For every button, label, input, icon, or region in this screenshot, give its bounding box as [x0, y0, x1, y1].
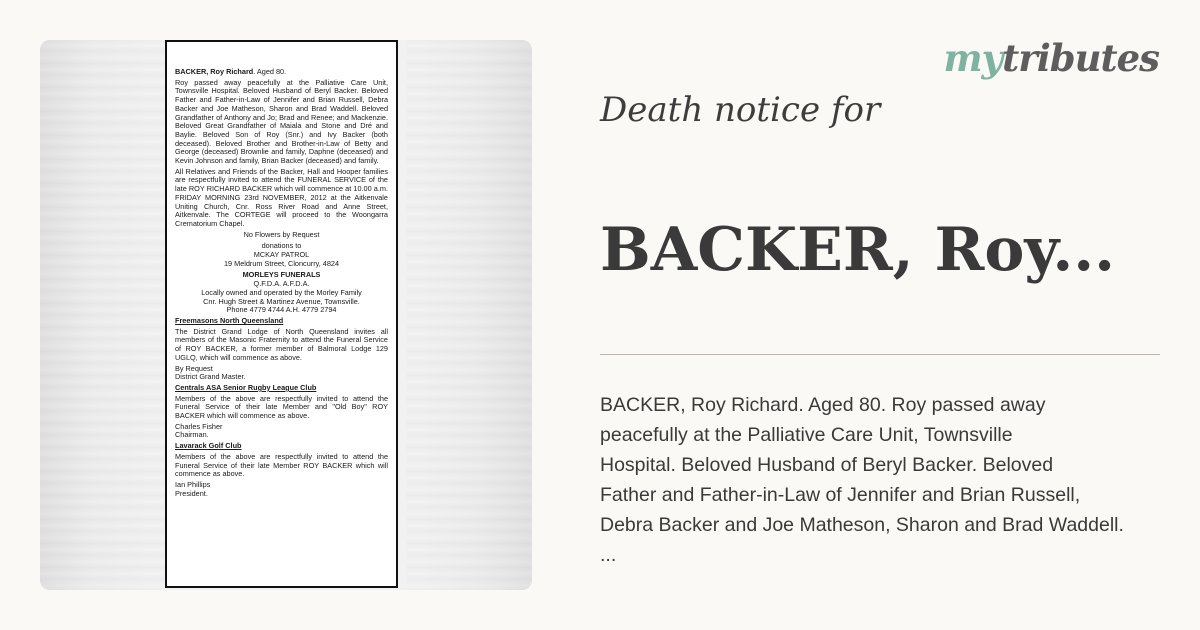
- clipping-section-golf-body: Members of the above are respectfully invited to attend the Funeral Service of their late Member ROY BACKER which will commence as above.: [175, 451, 388, 479]
- clipping-paragraph-1: Roy passed away peacefully at the Palliative Care Unit, Townsville Hospital. Beloved Husband of Beryl Backer. Beloved Father and Father-in-Law of Jennifer and Brian Russell, Debra Backer and Joe Matheson, Sharon and Brad Waddell. Beloved Grandfather of Anthony and Jo; Brad and Renee; and Mackenzie. Beloved Great Grandfather of Maiala and Stone and Dré and Baylie. Beloved Son of Roy (Snr.) and Ivy Backer (both deceased). Beloved Brother and Brother-in-Law of Betty and George (deceased) Brownlie and family, Daphne (deceased) and Kevin Johnson and family, Brian Backer (deceased) and family.: [175, 77, 388, 166]
- logo-tributes: tributes: [1002, 36, 1159, 80]
- notice-image: [40, 40, 532, 590]
- clipping-address: Cnr. Hugh Street & Martinez Avenue, Townsville.: [203, 296, 360, 306]
- clipping-section-golf-role: President.: [175, 488, 208, 498]
- image-blur-right: [407, 40, 532, 590]
- clipping-donation-address: 19 Meldrum Street, Cloncurry, 4824: [223, 258, 340, 268]
- clipping-qfda: Q.F.D.A. A.F.D.A.: [253, 279, 310, 289]
- clipping-operated: Locally owned and operated by the Morley Family: [201, 287, 362, 297]
- clipping-phone: Phone 4779 4744 A.H. 4779 2794: [226, 305, 337, 315]
- newspaper-clipping: [165, 40, 398, 588]
- page-kicker: Death notice for: [600, 90, 881, 130]
- clipping-section-freemasons-by: By Request: [175, 363, 213, 373]
- clipping-section-golf-heading: Lavarack Golf Club: [175, 441, 242, 451]
- clipping-no-flowers: No Flowers by Request: [243, 229, 320, 239]
- clipping-funeral-company: MORLEYS FUNERALS: [242, 270, 321, 280]
- notice-excerpt: BACKER, Roy Richard. Aged 80. Roy passed away peacefully at the Palliative Care Unit, Townsville Hospital. Beloved Husband of Beryl Backer. Beloved Father and Father-in-Law of Jennifer and Brian Russell, Debra Backer and Joe Matheson, Sharon and Brad Waddell. ...: [600, 394, 1124, 566]
- mytributes-logo: [943, 36, 1159, 80]
- clipping-section-freemasons-heading: Freemasons North Queensland: [175, 315, 284, 325]
- clipping-section-rugby-heading: Centrals ASA Senior Rugby League Club: [175, 382, 317, 392]
- clipping-section-freemasons-body: The District Grand Lodge of North Queensland invites all members of the Masonic Fraternity to attend the Funeral Service of ROY BACKER, a former member of Balmoral Lodge 129 UGLQ, which will commence as above.: [175, 326, 388, 362]
- logo-my: my: [943, 36, 1003, 80]
- clipping-section-rugby-name: Charles Fisher: [175, 421, 223, 431]
- clipping-donation-org: MCKAY PATROL: [253, 250, 310, 260]
- clipping-section-rugby-role: Chairman.: [175, 430, 209, 440]
- deceased-name: BACKER, Roy...: [600, 215, 1116, 285]
- clipping-paragraph-2: All Relatives and Friends of the Backer, Hall and Hooper families are respectfully invited to attend the FUNERAL SERVICE of the late ROY RICHARD BACKER which will commence at 10.00 a.m. FRIDAY MORNING 23rd NOVEMBER, 2012 at the Aitkenvale Uniting Church, Cnr. Ross River Road and Anne Street, Aitkenvale. The CORTEGE will proceed to the Woongarra Crematorium Chapel.: [175, 166, 388, 228]
- divider: [600, 354, 1160, 355]
- clipping-title: BACKER, Roy Richard: [175, 67, 254, 76]
- clipping-section-golf-name: Ian Phillips: [175, 479, 211, 489]
- image-blur-left: [40, 40, 165, 590]
- clipping-donations: donations to: [261, 241, 302, 251]
- clipping-section-freemasons-sign: District Grand Master.: [175, 372, 246, 382]
- clipping-section-rugby-body: Members of the above are respectfully invited to attend the Funeral Service of their late Member and "Old Boy" ROY BACKER which will commence as above.: [175, 393, 388, 421]
- clipping-title-line: [175, 68, 388, 77]
- clipping-title-suffix: . Aged 80.: [253, 67, 287, 76]
